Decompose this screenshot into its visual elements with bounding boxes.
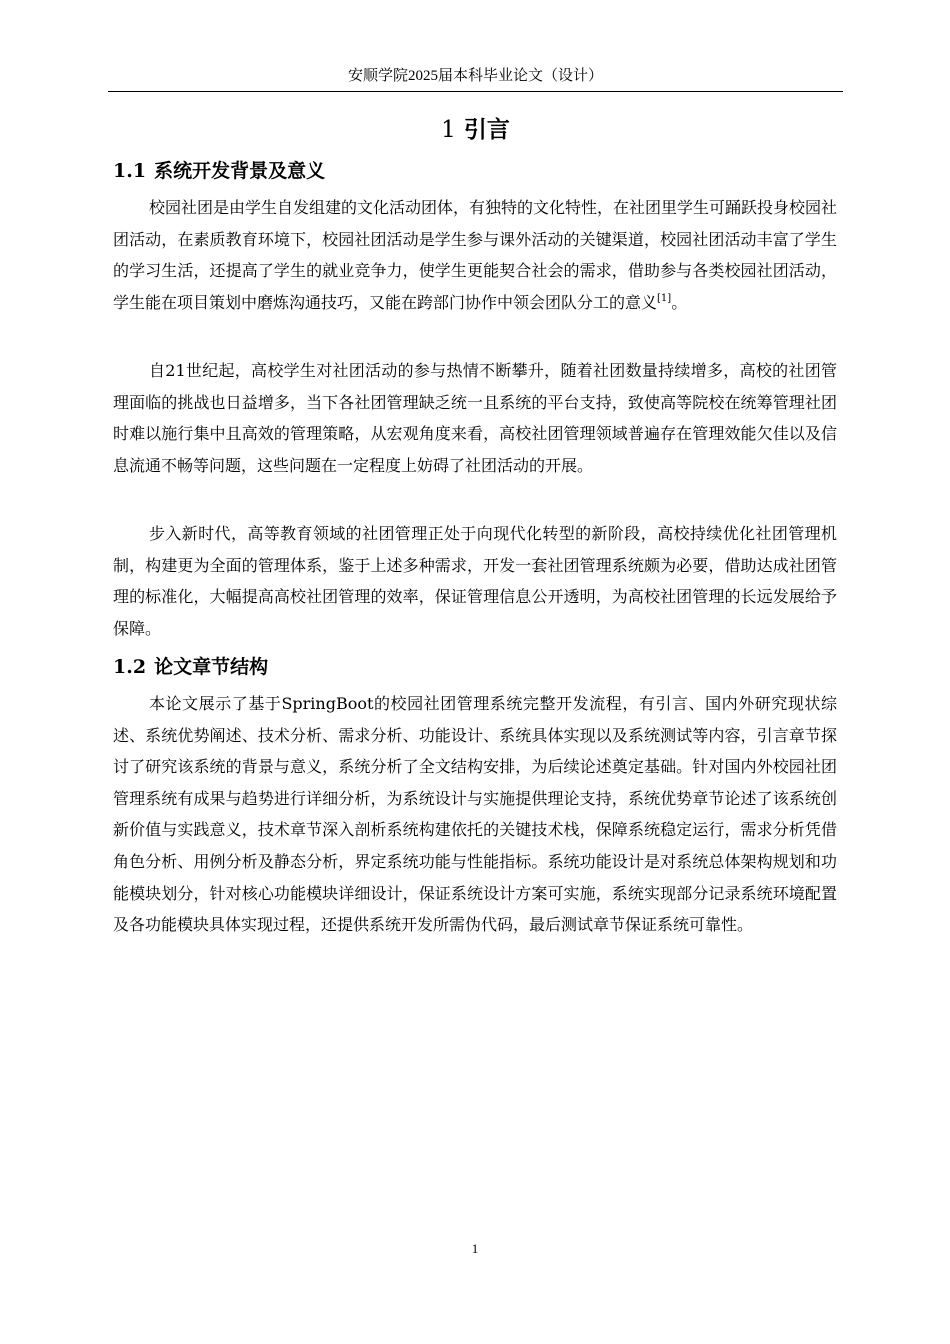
paragraph-necessity: 步入新时代，高等教育领域的社团管理正处于向现代化转型的新阶段，高校持续优化社团管理机制，构建更为全面的管理体系，鉴于上述多种需求，开发一套社团管理系统颇为必要，借助达成社团管理的标准化，大幅提高高校社团管理的效率，保证管理信息公开透明，为高校社团管理的长远发展给予保障。 <box>113 524 837 638</box>
running-header: 安顺学院2025届本科毕业论文（设计） <box>347 68 603 84</box>
section-heading-1-2 <box>113 653 268 681</box>
citation-marker: [1] <box>657 292 672 304</box>
section-number: 1.1 <box>113 160 147 182</box>
paragraph-challenges: 自21世纪起，高校学生对社团活动的参与热情不断攀升，随着社团数量持续增多，高校的社团管理面临的挑战也日益增多，当下各社团管理缺乏统一且系统的平台支持，致使高等院校在统筹管理社团时难以施行集中且高效的管理策略，从宏观角度来看，高校社团管理领域普遍存在管理效能欠佳以及信息流通不畅等问题，这些问题在一定程度上妨碍了社团活动的开展。 <box>113 361 837 475</box>
paragraph-background <box>113 192 837 318</box>
section-title-text: 系统开发背景及意义 <box>154 160 326 182</box>
paragraph-tail: 。 <box>671 292 688 312</box>
chapter-title-text: 引言 <box>463 116 510 143</box>
paragraph-structure: 本论文展示了基于SpringBoot的校园社团管理系统完整开发流程，有引言、国内外研究现状综述、系统优势阐述、技术分析、需求分析、功能设计、系统具体实现以及系统测试等内容，引言章节探讨了研究该系统的背景与意义，系统分析了全文结构安排，为后续论述奠定基础。针对国内外校园社团管理系统有成果与趋势进行详细分析，为系统设计与实施提供理论支持，系统优势章节论述了该系统创新价值与实践意义，技术章节深入剖析系统构建依托的关键技术栈，保障系统稳定运行，需求分析凭借角色分析、用例分析及静态分析，界定系统功能与性能指标。系统功能设计是对系统总体架构规划和功能模块划分，针对核心功能模块详细设计，保证系统设计方案可实施，系统实现部分记录系统环境配置及各功能模块具体实现过程，还提供系统开发所需伪代码，最后测试章节保证系统可靠性。 <box>113 694 837 935</box>
paragraph-text: 校园社团是由学生自发组建的文化活动团体，有独特的文化特性，在社团里学生可踊跃投身校园社团活动，在素质教育环境下，校园社团活动是学生参与课外活动的关键渠道，校园社团活动丰富了学生的学习生活，还提高了学生的就业竞争力，使学生更能契合社会的需求，借助参与各类校园社团活动，学生能在项目策划中磨炼沟通技巧，又能在跨部门协作中领会团队分工的意义 <box>113 198 838 312</box>
section-heading-1-1 <box>113 157 325 185</box>
chapter-number: 1 <box>441 117 456 143</box>
section-number: 1.2 <box>113 656 147 678</box>
page-number: 1 <box>471 1241 479 1256</box>
header-divider <box>108 91 843 92</box>
section-title-text: 论文章节结构 <box>154 656 269 678</box>
chapter-title <box>108 114 843 146</box>
